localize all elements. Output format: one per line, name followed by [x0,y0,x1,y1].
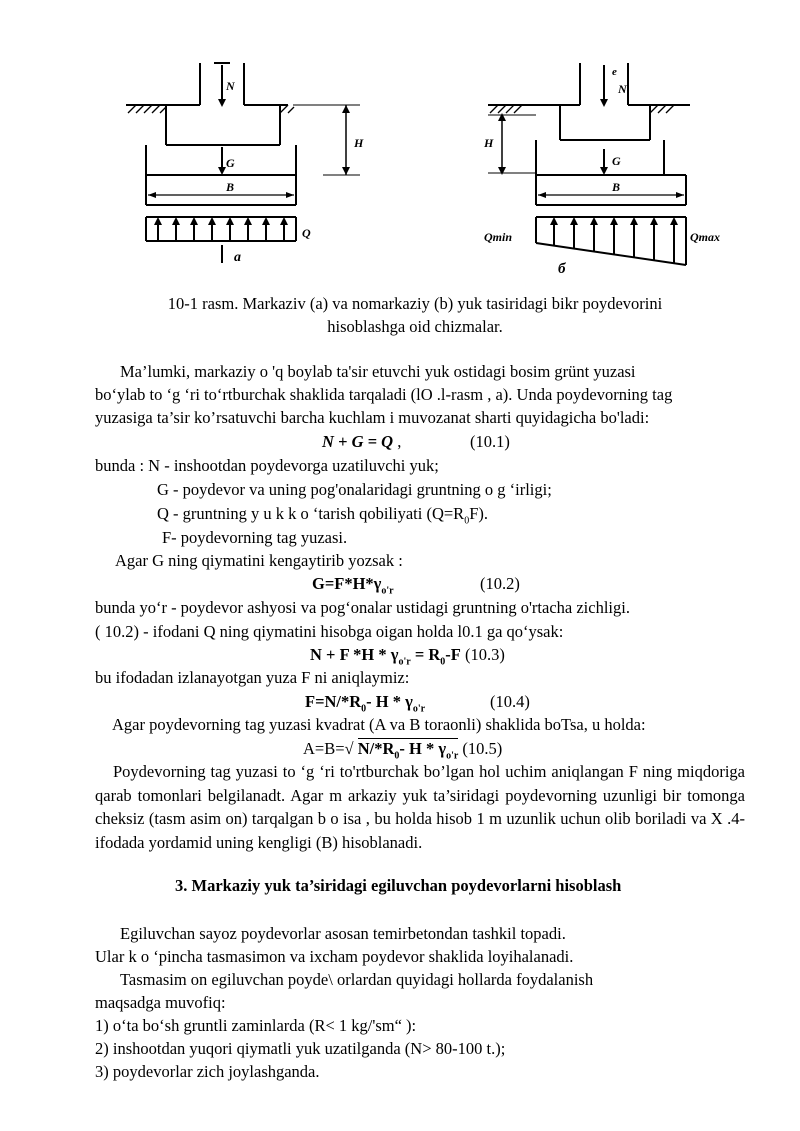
caption-line-2: hisoblashga oid chizmalar. [327,317,503,336]
label-q: Q [302,226,311,240]
paragraph-1-line-1: Ma’lumki, markaziy o 'q boylab ta'sir etuvchi yuk ostidagi bosim grünt yuzasi [120,362,636,381]
label-sub-b: б [558,261,566,277]
agar-g-line: Agar G ning qiymatini kengaytirib yozsak : [115,551,403,570]
list-item-1: 1) o‘ta bo‘sh gruntli zaminlarda (R< 1 kg/'sm“ ): [95,1016,417,1035]
equation-10-3-sub2: 0 [440,656,446,668]
equation-10-2-sub: o'r [381,585,394,597]
definition-q-end: F). [469,504,488,523]
paragraph-2: Poydevorning tag yuzasi to ‘g ‘ri to'rtburchak bo’lgan hol uchim aniqlangan F ning miqdoriga qarab tomonlari belgilanadt. Agar m arkaziy yuk ta’siridagi poydevorning uzunligi bir tomonga cheksiz (tasm asim on) tarqalgan b o isa , bu holda hisob 1 m uzunlik uchun olib boriladi va X .4- ifodada yordamid uning kengligi (B) hisoblanadi. [95,762,745,852]
bunda-yor-line: bunda yo‘r - poydevor ashyosi va pog‘onalar ustidagi gruntning o'rtacha zichligi. [95,598,630,617]
label-qmax: Qmax [690,230,720,244]
list-item-2: 2) inshootdan yuqori qiymatli yuk uzatilganda (N> 80-100 t.); [95,1039,506,1058]
equation-10-5-sub1: 0 [394,750,400,762]
equation-10-1-sep: , [393,432,402,451]
label-n: N [226,79,235,93]
figure-left-drawing [118,55,368,280]
label-h-right: H [484,136,494,150]
equation-10-4-b: - H * γ [366,692,413,711]
equation-10-5-a: N/*R [357,739,395,758]
label-n-right: N [618,82,627,96]
equation-10-5-sub2: o'r [446,750,459,762]
equation-10-1-formula: N + G = Q [322,432,394,451]
equation-10-4-sub2: o'r [412,703,426,715]
equation-10-5-pre: A=B=√ [303,739,358,758]
equation-10-4-number: (10.4) [490,692,530,711]
equation-10-5-number: (10.5) [458,739,503,758]
list-item-3: 3) poydevorlar zich joylashganda. [95,1062,320,1081]
label-e: e [612,66,617,78]
definition-g: G - poydevor va uning pog'onalaridagi gruntning o g ‘irligi; [157,480,552,499]
section-heading: 3. Markaziy yuk ta’siridagi egiluvchan poydevorlarni hisoblash [175,876,622,895]
paragraph-3-line-3: Tasmasim on egiluvchan poyde\ orlardan quyidagi hollarda foydalanish [120,970,594,989]
definition-f: F- poydevorning tag yuzasi. [162,528,348,547]
equation-10-3-number: (10.3) [460,645,505,664]
label-sub-a: a [234,250,241,265]
caption-line-1: 10-1 rasm. Markaziv (a) va nomarkaziy (b) yuk tasiridagi bikr poydevorini [167,294,663,313]
label-g-right: G [612,154,621,168]
agar-kvadrat-line: Agar poydevorning tag yuzasi kvadrat (A va B toraonli) shaklida boTsa, u holda: [112,715,646,734]
definition-q-text: Q - gruntning y u k k o ‘tarish qobiliyati (Q=R [157,504,465,523]
label-h: H [354,136,364,150]
equation-10-3-c: -F [445,645,461,664]
label-qmin: Qmin [484,230,513,244]
bu-ifoda-line: bu ifodadan izlanayotgan yuza F ni aniqlaymiz: [95,668,410,687]
figure-caption [90,292,740,338]
ifoda-line: ( 10.2) - ifodani Q ning qiymatini hisobga oigan holda l0.1 ga qo‘ysak: [95,622,564,641]
paragraph-1-line-2: bo‘ylab to ‘g ‘ri to‘rtburchak shaklida tarqaladi (lO .l-rasm , a). Unda poydevorning tag [95,385,673,404]
equation-10-1 [322,430,800,453]
equation-10-2-formula: G=F*H*γ [312,574,382,593]
equation-10-3-b: = R [410,645,441,664]
figure-right [478,55,748,285]
paragraph-1-line-3: yuzasiga ta’sir ko’rsatuvchi barcha kuchlam i muvozanat sharti quyidagicha bo'ladi: [95,408,650,427]
definition-q-sub: 0 [464,515,470,527]
equation-10-3-sub1: o'r [398,656,411,668]
equation-10-1-number: (10.1) [470,432,510,451]
equation-10-3-a: N + F *H * γ [310,645,399,664]
paragraph-3-line-1: Egiluvchan sayoz poydevorlar asosan temirbetondan tashkil topadi. [120,924,566,943]
figure-right-drawing [478,55,748,285]
equation-10-4-sub1: 0 [361,703,367,715]
definition-bunda-n: bunda : N - inshootdan poydevorga uzatiluvchi yuk; [95,456,439,475]
figure-left [118,55,368,280]
equation-10-5-b: - H * γ [399,739,447,758]
label-b-right: B [612,180,621,194]
label-b: B [226,180,235,194]
paragraph-3-line-4: maqsadga muvofiq: [95,993,226,1012]
equation-10-5-radicand [357,738,459,762]
paragraph-3-line-2: Ular k o ‘pincha tasmasimon va ixcham poydevor shaklida loyihalanadi. [95,947,574,966]
label-g: G [226,156,235,170]
equation-10-4-a: F=N/*R [305,692,362,711]
equation-10-2-number: (10.2) [480,574,520,593]
